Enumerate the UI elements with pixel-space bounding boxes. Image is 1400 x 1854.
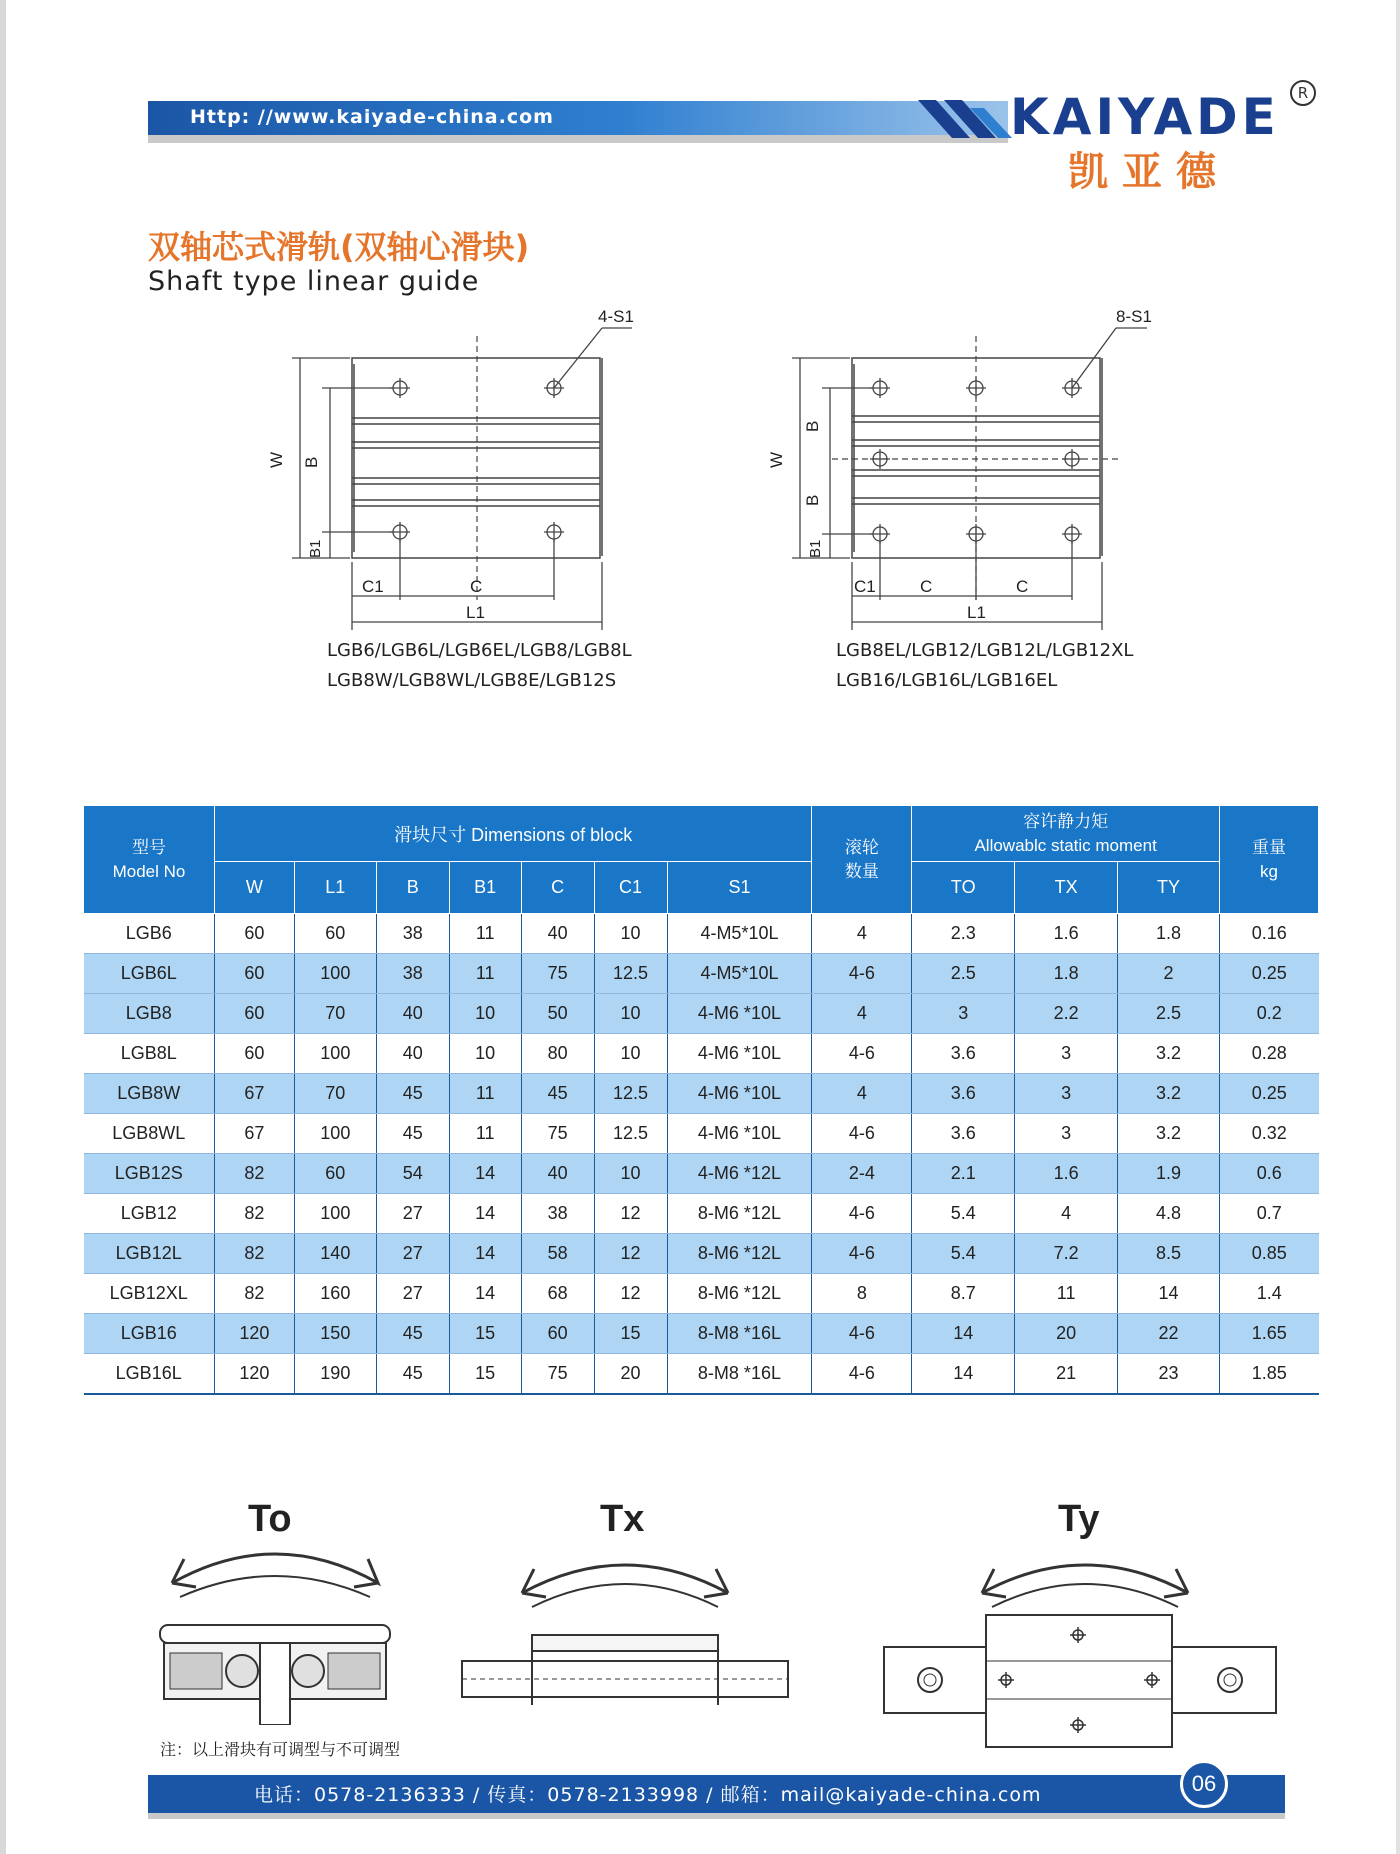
table-cell: 14	[912, 1314, 1015, 1354]
table-cell: 82	[214, 1274, 294, 1314]
header-tx: TX	[1015, 862, 1118, 914]
url-bar-shadow	[148, 135, 1008, 143]
table-cell: 100	[294, 1194, 376, 1234]
table-cell: 11	[1015, 1274, 1118, 1314]
dim-c1: C1	[854, 577, 876, 596]
model-cell: LGB6L	[84, 954, 215, 994]
table-cell: 8-M8 *16L	[667, 1354, 812, 1395]
dim-c: C	[1016, 577, 1029, 596]
table-cell: 4-M6 *10L	[667, 1114, 812, 1154]
table-cell: 45	[376, 1074, 449, 1114]
table-row	[84, 1154, 1319, 1194]
table-cell: 12.5	[594, 954, 667, 994]
table-cell: 14	[449, 1154, 521, 1194]
header-moment-cn: 容许静力矩	[1023, 811, 1109, 831]
table-cell: 100	[294, 1114, 376, 1154]
table-cell: 3.2	[1118, 1114, 1220, 1154]
caption-line: LGB16/LGB16L/LGB16EL	[836, 670, 1058, 691]
header-w: W	[214, 862, 294, 914]
table-cell: 12	[594, 1274, 667, 1314]
table-cell: 8-M8 *16L	[667, 1314, 812, 1354]
drawing-caption-left	[327, 636, 632, 696]
table-cell: 22	[1118, 1314, 1220, 1354]
dim-l1: L1	[967, 603, 986, 622]
table-cell: 2	[1118, 954, 1220, 994]
table-cell: 45	[376, 1354, 449, 1395]
table-cell: 1.4	[1219, 1274, 1318, 1314]
table-row	[84, 1274, 1319, 1314]
spec-table	[83, 805, 1319, 1395]
table-cell: 3	[1015, 1074, 1118, 1114]
table-cell: 1.85	[1219, 1354, 1318, 1395]
table-cell: 0.16	[1219, 914, 1318, 954]
table-cell: 100	[294, 1034, 376, 1074]
dim-b: B	[803, 420, 822, 432]
table-cell: 40	[521, 1154, 594, 1194]
table-cell: 67	[214, 1074, 294, 1114]
table-cell: 15	[594, 1314, 667, 1354]
table-cell: 3.6	[912, 1114, 1015, 1154]
table-cell: 82	[214, 1194, 294, 1234]
table-cell: 4-M5*10L	[667, 914, 812, 954]
dim-b: B	[302, 456, 321, 468]
table-cell: 140	[294, 1234, 376, 1274]
header-wheels-line1: 滚轮	[844, 837, 879, 857]
model-cell: LGB8L	[84, 1034, 215, 1074]
table-cell: 4-M5*10L	[667, 954, 812, 994]
header-weight-cn: 重量	[1251, 837, 1286, 857]
table-row	[84, 954, 1319, 994]
moment-label-tx: Tx	[600, 1498, 645, 1540]
header-moment	[912, 806, 1220, 862]
table-cell: 38	[376, 954, 449, 994]
table-cell: 15	[449, 1354, 521, 1395]
block-drawing-8-hole	[762, 300, 1152, 630]
table-cell: 4	[812, 1074, 912, 1114]
table-cell: 14	[449, 1234, 521, 1274]
table-cell: 45	[376, 1314, 449, 1354]
header-l1: L1	[294, 862, 376, 914]
header-model	[84, 806, 215, 914]
header-weight	[1219, 806, 1318, 914]
model-cell: LGB12L	[84, 1234, 215, 1274]
dim-w: W	[767, 451, 786, 468]
table-cell: 3.2	[1118, 1034, 1220, 1074]
header-weight-unit: kg	[1260, 861, 1278, 881]
table-cell: 10	[594, 1034, 667, 1074]
table-cell: 60	[521, 1314, 594, 1354]
table-cell: 10	[594, 1154, 667, 1194]
table-cell: 80	[521, 1034, 594, 1074]
table-cell: 60	[214, 914, 294, 954]
table-cell: 4-6	[812, 1354, 912, 1395]
table-row	[84, 1234, 1319, 1274]
table-cell: 0.28	[1219, 1034, 1318, 1074]
table-cell: 60	[214, 954, 294, 994]
drawing-caption-right	[836, 636, 1133, 696]
table-cell: 120	[214, 1314, 294, 1354]
table-cell: 0.7	[1219, 1194, 1318, 1234]
table-cell: 38	[521, 1194, 594, 1234]
model-cell: LGB6	[84, 914, 215, 954]
table-cell: 4-6	[812, 1114, 912, 1154]
page-edge	[0, 0, 6, 1854]
table-cell: 120	[214, 1354, 294, 1395]
table-cell: 11	[449, 1114, 521, 1154]
table-cell: 14	[912, 1354, 1015, 1395]
table-cell: 11	[449, 1074, 521, 1114]
model-cell: LGB12XL	[84, 1274, 215, 1314]
table-row	[84, 1194, 1319, 1234]
dim-c: C	[920, 577, 933, 596]
model-cell: LGB8WL	[84, 1114, 215, 1154]
table-cell: 2.2	[1015, 994, 1118, 1034]
page-edge	[1396, 0, 1400, 1854]
table-row	[84, 994, 1319, 1034]
page-number: 06	[1180, 1760, 1228, 1808]
table-cell: 0.32	[1219, 1114, 1318, 1154]
table-cell: 4	[1015, 1194, 1118, 1234]
model-cell: LGB16	[84, 1314, 215, 1354]
table-cell: 10	[449, 994, 521, 1034]
table-cell: 27	[376, 1234, 449, 1274]
table-cell: 3.6	[912, 1034, 1015, 1074]
table-cell: 21	[1015, 1354, 1118, 1395]
table-cell: 82	[214, 1234, 294, 1274]
table-cell: 2-4	[812, 1154, 912, 1194]
table-cell: 150	[294, 1314, 376, 1354]
caption-line: LGB8W/LGB8WL/LGB8E/LGB12S	[327, 670, 617, 691]
table-row	[84, 1314, 1319, 1354]
table-cell: 2.5	[1118, 994, 1220, 1034]
moment-label-to: To	[248, 1498, 292, 1540]
table-cell: 45	[521, 1074, 594, 1114]
table-cell: 4-6	[812, 1234, 912, 1274]
model-cell: LGB12	[84, 1194, 215, 1234]
table-cell: 4-6	[812, 1194, 912, 1234]
registered-mark: R	[1290, 80, 1316, 106]
header-to: TO	[912, 862, 1015, 914]
hole-label: 8-S1	[1116, 307, 1152, 326]
table-cell: 27	[376, 1194, 449, 1234]
model-cell: LGB16L	[84, 1354, 215, 1395]
header-moment-en: Allowablc static moment	[974, 835, 1157, 855]
table-cell: 3.6	[912, 1074, 1015, 1114]
table-cell: 4	[812, 914, 912, 954]
table-cell: 10	[594, 914, 667, 954]
dim-w: W	[267, 451, 286, 468]
model-cell: LGB12S	[84, 1154, 215, 1194]
brand-logo: KAIYADE	[1010, 88, 1280, 146]
table-cell: 60	[294, 914, 376, 954]
table-cell: 58	[521, 1234, 594, 1274]
table-cell: 68	[521, 1274, 594, 1314]
section-title-cn: 双轴芯式滑轨(双轴心滑块)	[148, 228, 530, 266]
table-cell: 4-6	[812, 1314, 912, 1354]
table-cell: 3	[912, 994, 1015, 1034]
table-cell: 10	[449, 1034, 521, 1074]
dim-b1: B1	[807, 539, 824, 558]
spec-table-body	[84, 914, 1319, 1395]
footnote: 注：以上滑块有可调型与不可调型	[160, 1740, 401, 1759]
table-cell: 14	[449, 1274, 521, 1314]
tx-moment-illustration	[460, 1535, 790, 1705]
to-moment-illustration	[150, 1535, 400, 1725]
dim-c1: C1	[362, 577, 384, 596]
table-cell: 3	[1015, 1034, 1118, 1074]
table-cell: 2.5	[912, 954, 1015, 994]
table-cell: 1.6	[1015, 1154, 1118, 1194]
table-cell: 8	[812, 1274, 912, 1314]
table-cell: 8-M6 *12L	[667, 1194, 812, 1234]
header-ty: TY	[1118, 862, 1220, 914]
header-c: C	[521, 862, 594, 914]
table-cell: 4-M6 *10L	[667, 1074, 812, 1114]
table-cell: 1.65	[1219, 1314, 1318, 1354]
table-cell: 5.4	[912, 1194, 1015, 1234]
table-cell: 82	[214, 1154, 294, 1194]
table-cell: 60	[214, 994, 294, 1034]
table-cell: 8-M6 *12L	[667, 1234, 812, 1274]
dim-b: B	[803, 494, 822, 506]
table-cell: 75	[521, 954, 594, 994]
table-cell: 14	[1118, 1274, 1220, 1314]
table-cell: 60	[294, 1154, 376, 1194]
table-cell: 12.5	[594, 1114, 667, 1154]
footer-shadow	[148, 1813, 1285, 1819]
table-cell: 11	[449, 914, 521, 954]
table-row	[84, 1114, 1319, 1154]
table-cell: 20	[1015, 1314, 1118, 1354]
website-url[interactable]: Http: //www.kaiyade-china.com	[190, 106, 554, 128]
table-cell: 75	[521, 1114, 594, 1154]
header-b: B	[376, 862, 449, 914]
table-cell: 12	[594, 1194, 667, 1234]
table-cell: 0.2	[1219, 994, 1318, 1034]
table-cell: 14	[449, 1194, 521, 1234]
table-cell: 15	[449, 1314, 521, 1354]
table-cell: 70	[294, 994, 376, 1034]
table-cell: 4.8	[1118, 1194, 1220, 1234]
dim-l1: L1	[466, 603, 485, 622]
table-cell: 4-6	[812, 1034, 912, 1074]
table-cell: 4-M6 *10L	[667, 994, 812, 1034]
header-model-cn: 型号	[131, 837, 166, 857]
header-wheels-line2: 数量	[844, 861, 879, 881]
table-cell: 8-M6 *12L	[667, 1274, 812, 1314]
table-cell: 100	[294, 954, 376, 994]
table-cell: 70	[294, 1074, 376, 1114]
table-cell: 1.8	[1118, 914, 1220, 954]
caption-line: LGB6/LGB6L/LGB6EL/LGB8/LGB8L	[327, 640, 632, 661]
ty-moment-illustration	[880, 1535, 1280, 1750]
header-b1: B1	[449, 862, 521, 914]
table-cell: 3	[1015, 1114, 1118, 1154]
dim-c: C	[470, 577, 483, 596]
section-title-en: Shaft type linear guide	[148, 266, 480, 297]
table-cell: 2.1	[912, 1154, 1015, 1194]
table-cell: 0.25	[1219, 954, 1318, 994]
table-cell: 50	[521, 994, 594, 1034]
table-cell: 160	[294, 1274, 376, 1314]
block-drawing-4-hole	[262, 300, 642, 630]
table-cell: 67	[214, 1114, 294, 1154]
model-cell: LGB8	[84, 994, 215, 1034]
table-cell: 7.2	[1015, 1234, 1118, 1274]
moment-label-ty: Ty	[1058, 1498, 1100, 1540]
header-model-en: Model No	[112, 861, 186, 881]
model-cell: LGB8W	[84, 1074, 215, 1114]
header-wheels	[812, 806, 912, 914]
table-cell: 1.9	[1118, 1154, 1220, 1194]
table-cell: 40	[521, 914, 594, 954]
table-cell: 23	[1118, 1354, 1220, 1395]
table-cell: 0.6	[1219, 1154, 1318, 1194]
caption-line: LGB8EL/LGB12/LGB12L/LGB12XL	[836, 640, 1134, 661]
table-cell: 8.5	[1118, 1234, 1220, 1274]
table-cell: 10	[594, 994, 667, 1034]
table-cell: 0.25	[1219, 1074, 1318, 1114]
header-c1: C1	[594, 862, 667, 914]
table-row	[84, 914, 1319, 954]
table-cell: 20	[594, 1354, 667, 1395]
table-cell: 4-M6 *10L	[667, 1034, 812, 1074]
brand-logo-cn: 凯亚德	[1068, 149, 1230, 195]
table-row	[84, 1034, 1319, 1074]
table-cell: 0.85	[1219, 1234, 1318, 1274]
table-cell: 4-M6 *12L	[667, 1154, 812, 1194]
header-dimensions: 滑块尺寸 Dimensions of block	[214, 806, 811, 862]
table-cell: 8.7	[912, 1274, 1015, 1314]
table-cell: 11	[449, 954, 521, 994]
table-cell: 54	[376, 1154, 449, 1194]
table-cell: 12.5	[594, 1074, 667, 1114]
table-cell: 2.3	[912, 914, 1015, 954]
table-cell: 3.2	[1118, 1074, 1220, 1114]
table-cell: 40	[376, 994, 449, 1034]
table-cell: 60	[214, 1034, 294, 1074]
table-cell: 190	[294, 1354, 376, 1395]
table-cell: 1.8	[1015, 954, 1118, 994]
table-cell: 75	[521, 1354, 594, 1395]
table-cell: 4-6	[812, 954, 912, 994]
dim-b1: B1	[307, 539, 324, 558]
table-cell: 27	[376, 1274, 449, 1314]
table-cell: 45	[376, 1114, 449, 1154]
table-cell: 4	[812, 994, 912, 1034]
table-cell: 5.4	[912, 1234, 1015, 1274]
contact-info[interactable]: 电话：0578-2136333 / 传真：0578-2133998 / 邮箱：mail@kaiyade-china.com	[254, 1784, 1042, 1806]
table-row	[84, 1074, 1319, 1114]
table-cell: 40	[376, 1034, 449, 1074]
table-cell: 38	[376, 914, 449, 954]
table-row	[84, 1354, 1319, 1395]
header-s1: S1	[667, 862, 812, 914]
table-cell: 1.6	[1015, 914, 1118, 954]
hole-label: 4-S1	[598, 307, 634, 326]
table-cell: 12	[594, 1234, 667, 1274]
